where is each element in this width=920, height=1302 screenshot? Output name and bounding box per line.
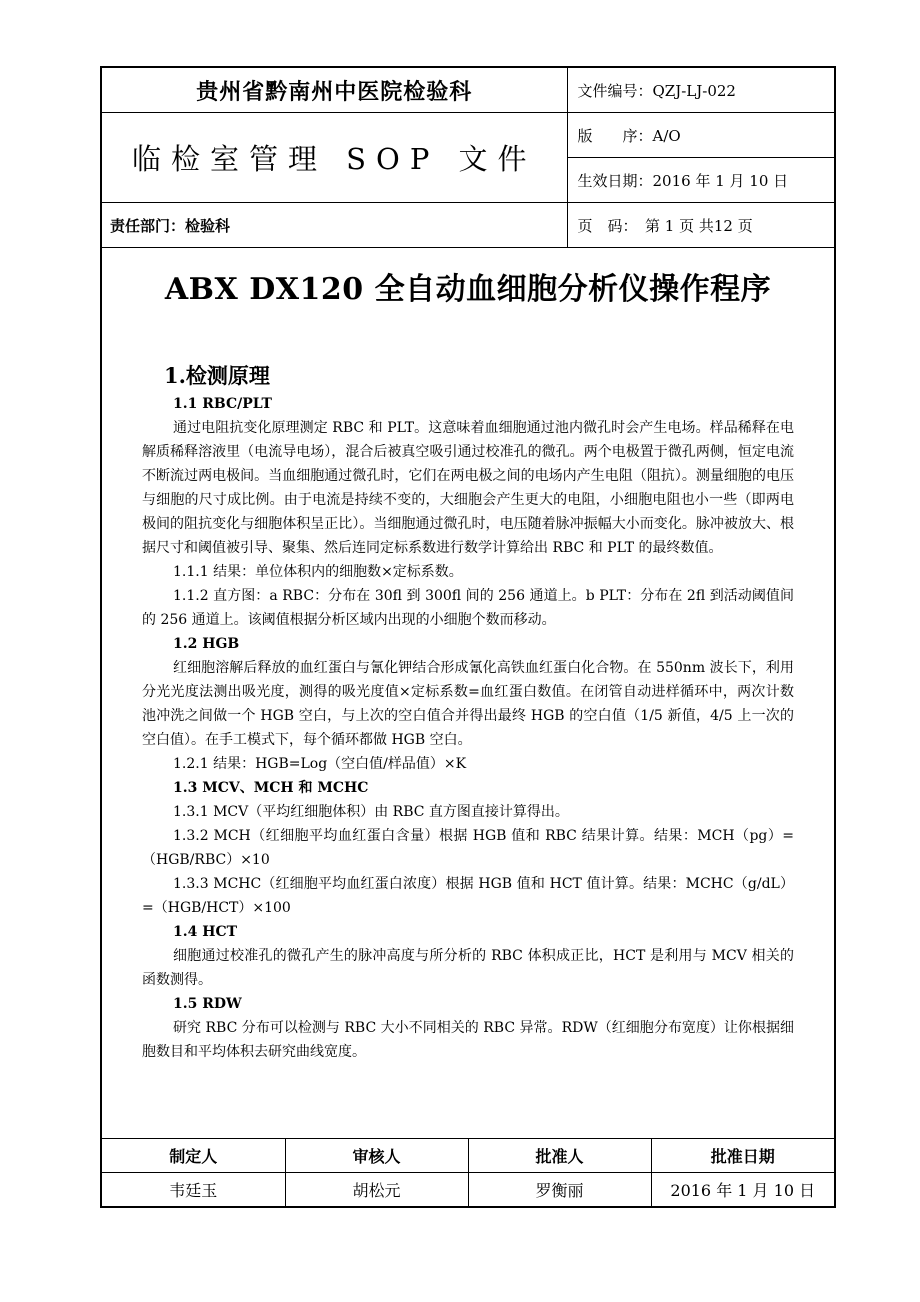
paragraph: 红细胞溶解后释放的血红蛋白与氰化钾结合形成氰化高铁血红蛋白化合物。在 550nm 波长下，利用分光光度法测出吸光度，测得的吸光度值×定标系数=血红蛋白数值。在闭管自动进样循环中，两次计数池冲洗之间做一个 HGB 空白，与上次的空白值合并得出最终 HGB 的空白值（1/5 新值，4/5 上一次的空白值）。在手工模式下，每个循环都做 HGB 空白。 [142,660,794,748]
header-approver: 批准人 [468,1139,651,1173]
effective-date: 生效日期：2016 年 1 月 10 日 [567,158,836,203]
approver-name: 罗衡丽 [468,1173,651,1207]
section-heading: 1.检测原理 [164,363,270,388]
paragraph: 细胞通过校准孔的微孔产生的脉冲高度与所分析的 RBC 体积成正比，HCT 是利用与 MCV 相关的函数测得。 [142,948,794,988]
header-table [102,68,836,248]
subsection-title: 1.1 RBC/PLT [173,396,272,412]
paragraph: 1.3.2 MCH（红细胞平均血红蛋白含量）根据 HGB 值和 RBC 结果计算。结果：MCH（pg）=（HGB/RBC）×10 [142,828,794,868]
paragraph: 1.3.1 MCV（平均红细胞体积）由 RBC 直方图直接计算得出。 [173,804,569,820]
page-number: 页 码： 第 1 页 共12 页 [567,203,836,248]
paragraph: 通过电阻抗变化原理测定 RBC 和 PLT。这意味着血细胞通过池内微孔时会产生电场。样品稀释在电解质稀释溶液里（电流导电场），混合后被真空吸引通过校准孔的微孔。两个电极置于微孔两侧，恒定电流不断流过两电极间。当血细胞通过微孔时，它们在两电极之间的电场内产生电阻（阻抗）。测量细胞的电压与细胞的尺寸成比例。由于电流是持续不变的，大细胞会产生更大的电阻，小细胞电阻也小一些（即两电极间的阻抗变化与细胞体积呈正比）。当细胞通过微孔时，电压随着脉冲振幅大小而变化。脉冲被放大、根据尺寸和阈值被引导、聚集、然后连同定标系数进行数学计算给出 RBC 和 PLT 的最终数值。 [142,420,794,556]
subsection-title: 1.3 MCV、MCH 和 MCHC [173,780,369,796]
document-body [142,264,794,1064]
paragraph: 1.2.1 结果：HGB=Log（空白值/样品值）×K [173,756,467,772]
paragraph: 1.3.3 MCHC（红细胞平均血红蛋白浓度）根据 HGB 值和 HCT 值计算。结果：MCHC（g/dL）=（HGB/HCT）×100 [142,876,794,916]
paragraph: 1.1.2 直方图：a RBC：分布在 30fl 到 300fl 间的 256 通道上。b PLT：分布在 2fl 到活动阈值间的 256 通道上。该阈值根据分析区域内出现的小细胞个数而移动。 [142,588,794,628]
subsection-title: 1.2 HGB [173,636,240,652]
approval-date: 2016 年 1 月 10 日 [651,1173,834,1207]
reviewer-name: 胡松元 [285,1173,468,1207]
file-number: 文件编号：QZJ-LJ-022 [567,68,836,113]
subsection-title: 1.5 RDW [173,996,242,1012]
author-name: 韦廷玉 [102,1173,285,1207]
doc-title: ABX DX120 全自动血细胞分析仪操作程序 [164,272,772,307]
header-approval-date: 批准日期 [651,1139,834,1173]
department: 责任部门：检验科 [102,203,567,248]
header-author: 制定人 [102,1139,285,1173]
approval-table [102,1138,834,1206]
document-frame [100,66,836,1208]
subsection-title: 1.4 HCT [173,924,238,940]
version: 版 序：A/O [567,113,836,158]
doc-type-title: 临检室管理 SOP 文件 [102,113,567,203]
paragraph: 1.1.1 结果：单位体积内的细胞数×定标系数。 [173,564,463,580]
header-reviewer: 审核人 [285,1139,468,1173]
hospital-name: 贵州省黔南州中医院检验科 [102,68,567,113]
paragraph: 研究 RBC 分布可以检测与 RBC 大小不同相关的 RBC 异常。RDW（红细胞分布宽度）让你根据细胞数目和平均体积去研究曲线宽度。 [142,1020,794,1060]
